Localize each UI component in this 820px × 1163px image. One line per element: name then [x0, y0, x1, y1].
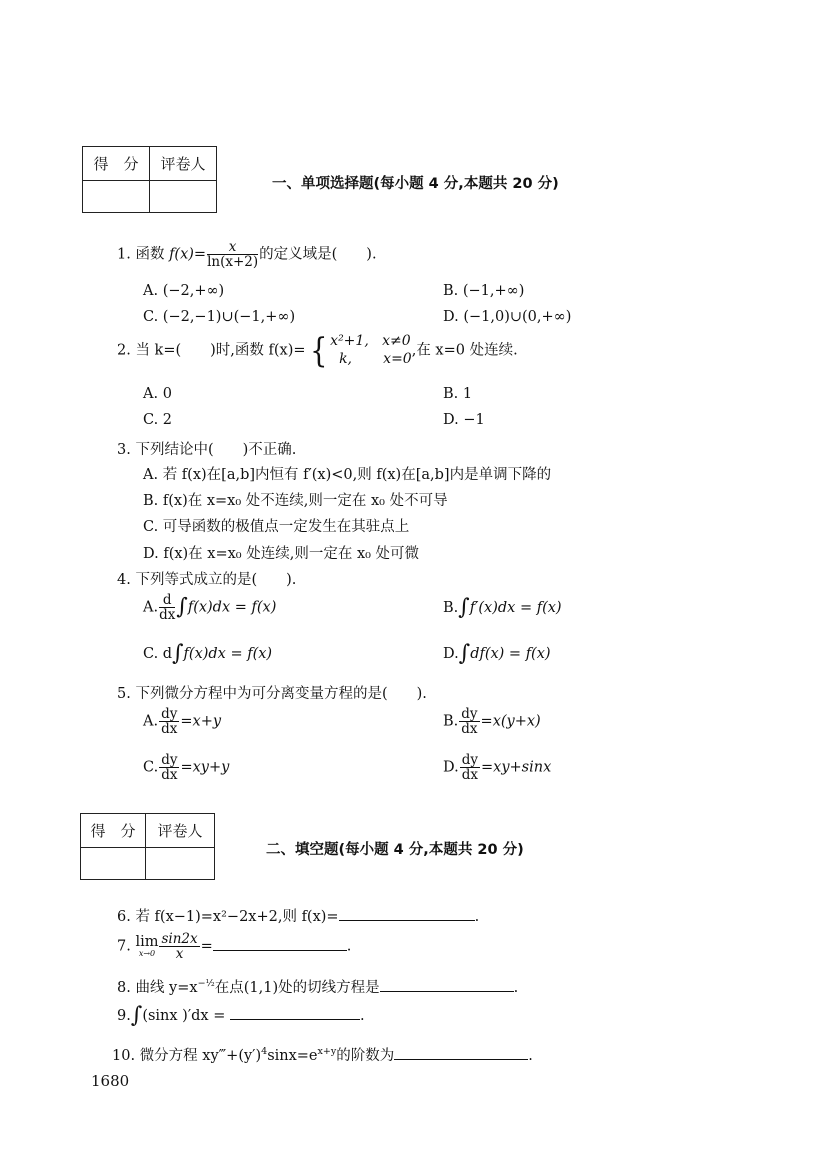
question-2: 2. 当 k=( )时,函数 f(x)= { x²+1, x≠0 k, x=0 ,在 x=0 处连续. — [117, 330, 518, 371]
question-1: 1. 函数 f(x)= $\frac{x}{\ln(x+2)}$ 的定义域是( ). — [117, 239, 377, 271]
q4-option-b: B.∫f′(x)dx = f(x) — [443, 595, 562, 620]
question-4: 4. 下列等式成立的是( ). — [117, 572, 297, 588]
q3-option-b: B. f(x)在 x=x₀ 处不连续,则一定在 x₀ 处不可导 — [143, 493, 448, 509]
answer-blank[interactable] — [339, 906, 475, 921]
q5-option-b: B. $\frac{dy}{dx}$ =x(y+x) — [443, 706, 541, 738]
q5-option-d: D. $\frac{dy}{dx}$ =xy+sinx — [443, 752, 552, 784]
q2-option-a: A. 0 — [143, 386, 172, 402]
q1-option-c: C. (−2,−1)∪(−1,+∞) — [143, 309, 296, 325]
q4-option-d: D.∫df(x) = f(x) — [443, 641, 551, 666]
question-8: 8. 曲线 $y=x^{-\frac{1}{2}}$在点(1,1)处的切线方程是 . — [117, 978, 519, 996]
section1-title: 一、单项选择题(每小题 4 分,本题共 20 分) — [272, 176, 559, 192]
question-5: 5. 下列微分方程中为可分离变量方程的是( ). — [117, 686, 427, 702]
q2-option-c: C. 2 — [143, 412, 173, 428]
reviewer-label: 评卷人 — [150, 147, 217, 181]
score-box-2 — [80, 813, 215, 880]
reviewer-cell — [150, 181, 217, 213]
q1-option-d: D. (−1,0)∪(0,+∞) — [443, 309, 572, 325]
q2-option-d: D. −1 — [443, 412, 485, 428]
reviewer-cell — [146, 848, 215, 880]
question-3: 3. 下列结论中( )不正确. — [117, 442, 297, 458]
score-cell — [83, 181, 150, 213]
q1-option-a: A. (−2,+∞) — [143, 283, 225, 299]
q5-option-a: A. $\frac{dy}{dx}$ =x+y — [143, 706, 222, 738]
q1-fraction: $\frac{x}{\ln(x+2)}$ — [207, 239, 259, 271]
q3-option-a: A. 若 f(x)在[a,b]内恒有 f′(x)<0,则 f(x)在[a,b]内是单调下降的 — [143, 467, 552, 483]
answer-blank[interactable] — [213, 936, 347, 951]
score-box-1 — [82, 146, 217, 213]
answer-blank[interactable] — [380, 977, 514, 992]
brace: { — [309, 330, 328, 371]
reviewer-label: 评卷人 — [146, 814, 215, 848]
page-number: 1680 — [91, 1072, 130, 1090]
limit: lim x→0 — [135, 933, 159, 959]
score-cell — [81, 848, 146, 880]
score-label: 得 分 — [81, 814, 146, 848]
question-6: 6. 若 f(x−1)=x²−2x+2,则 f(x)= . — [117, 905, 479, 926]
q2-option-b: B. 1 — [443, 386, 473, 402]
q3-option-c: C. 可导函数的极值点一定发生在其驻点上 — [143, 519, 410, 535]
q4-option-c: C. d∫f(x)dx = f(x) — [143, 641, 273, 666]
score-label: 得 分 — [83, 147, 150, 181]
q5-option-c: C. $\frac{dy}{dx}$ =xy+y — [143, 752, 230, 784]
question-7: 7. lim x→0 $\frac{\sin 2x}{x}$ = . — [117, 931, 352, 963]
answer-blank[interactable] — [394, 1045, 528, 1060]
question-9: 9.∫(sinx )′dx = . — [117, 1003, 365, 1028]
section2-title: 二、填空题(每小题 4 分,本题共 20 分) — [266, 842, 524, 858]
q4-option-a: A. $\frac{d}{dx}$ ∫f(x)dx = f(x) — [143, 592, 277, 624]
q3-option-d: D. f(x)在 x=x₀ 处连续,则一定在 x₀ 处可微 — [143, 546, 420, 562]
piecewise: x²+1, x≠0 k, x=0 — [330, 333, 412, 367]
q1-option-b: B. (−1,+∞) — [443, 283, 525, 299]
question-10: 10. 微分方程 $xy‴+(y')^4\sin x=e^{x+y}$的阶数为 . — [112, 1046, 533, 1064]
answer-blank[interactable] — [230, 1005, 360, 1020]
